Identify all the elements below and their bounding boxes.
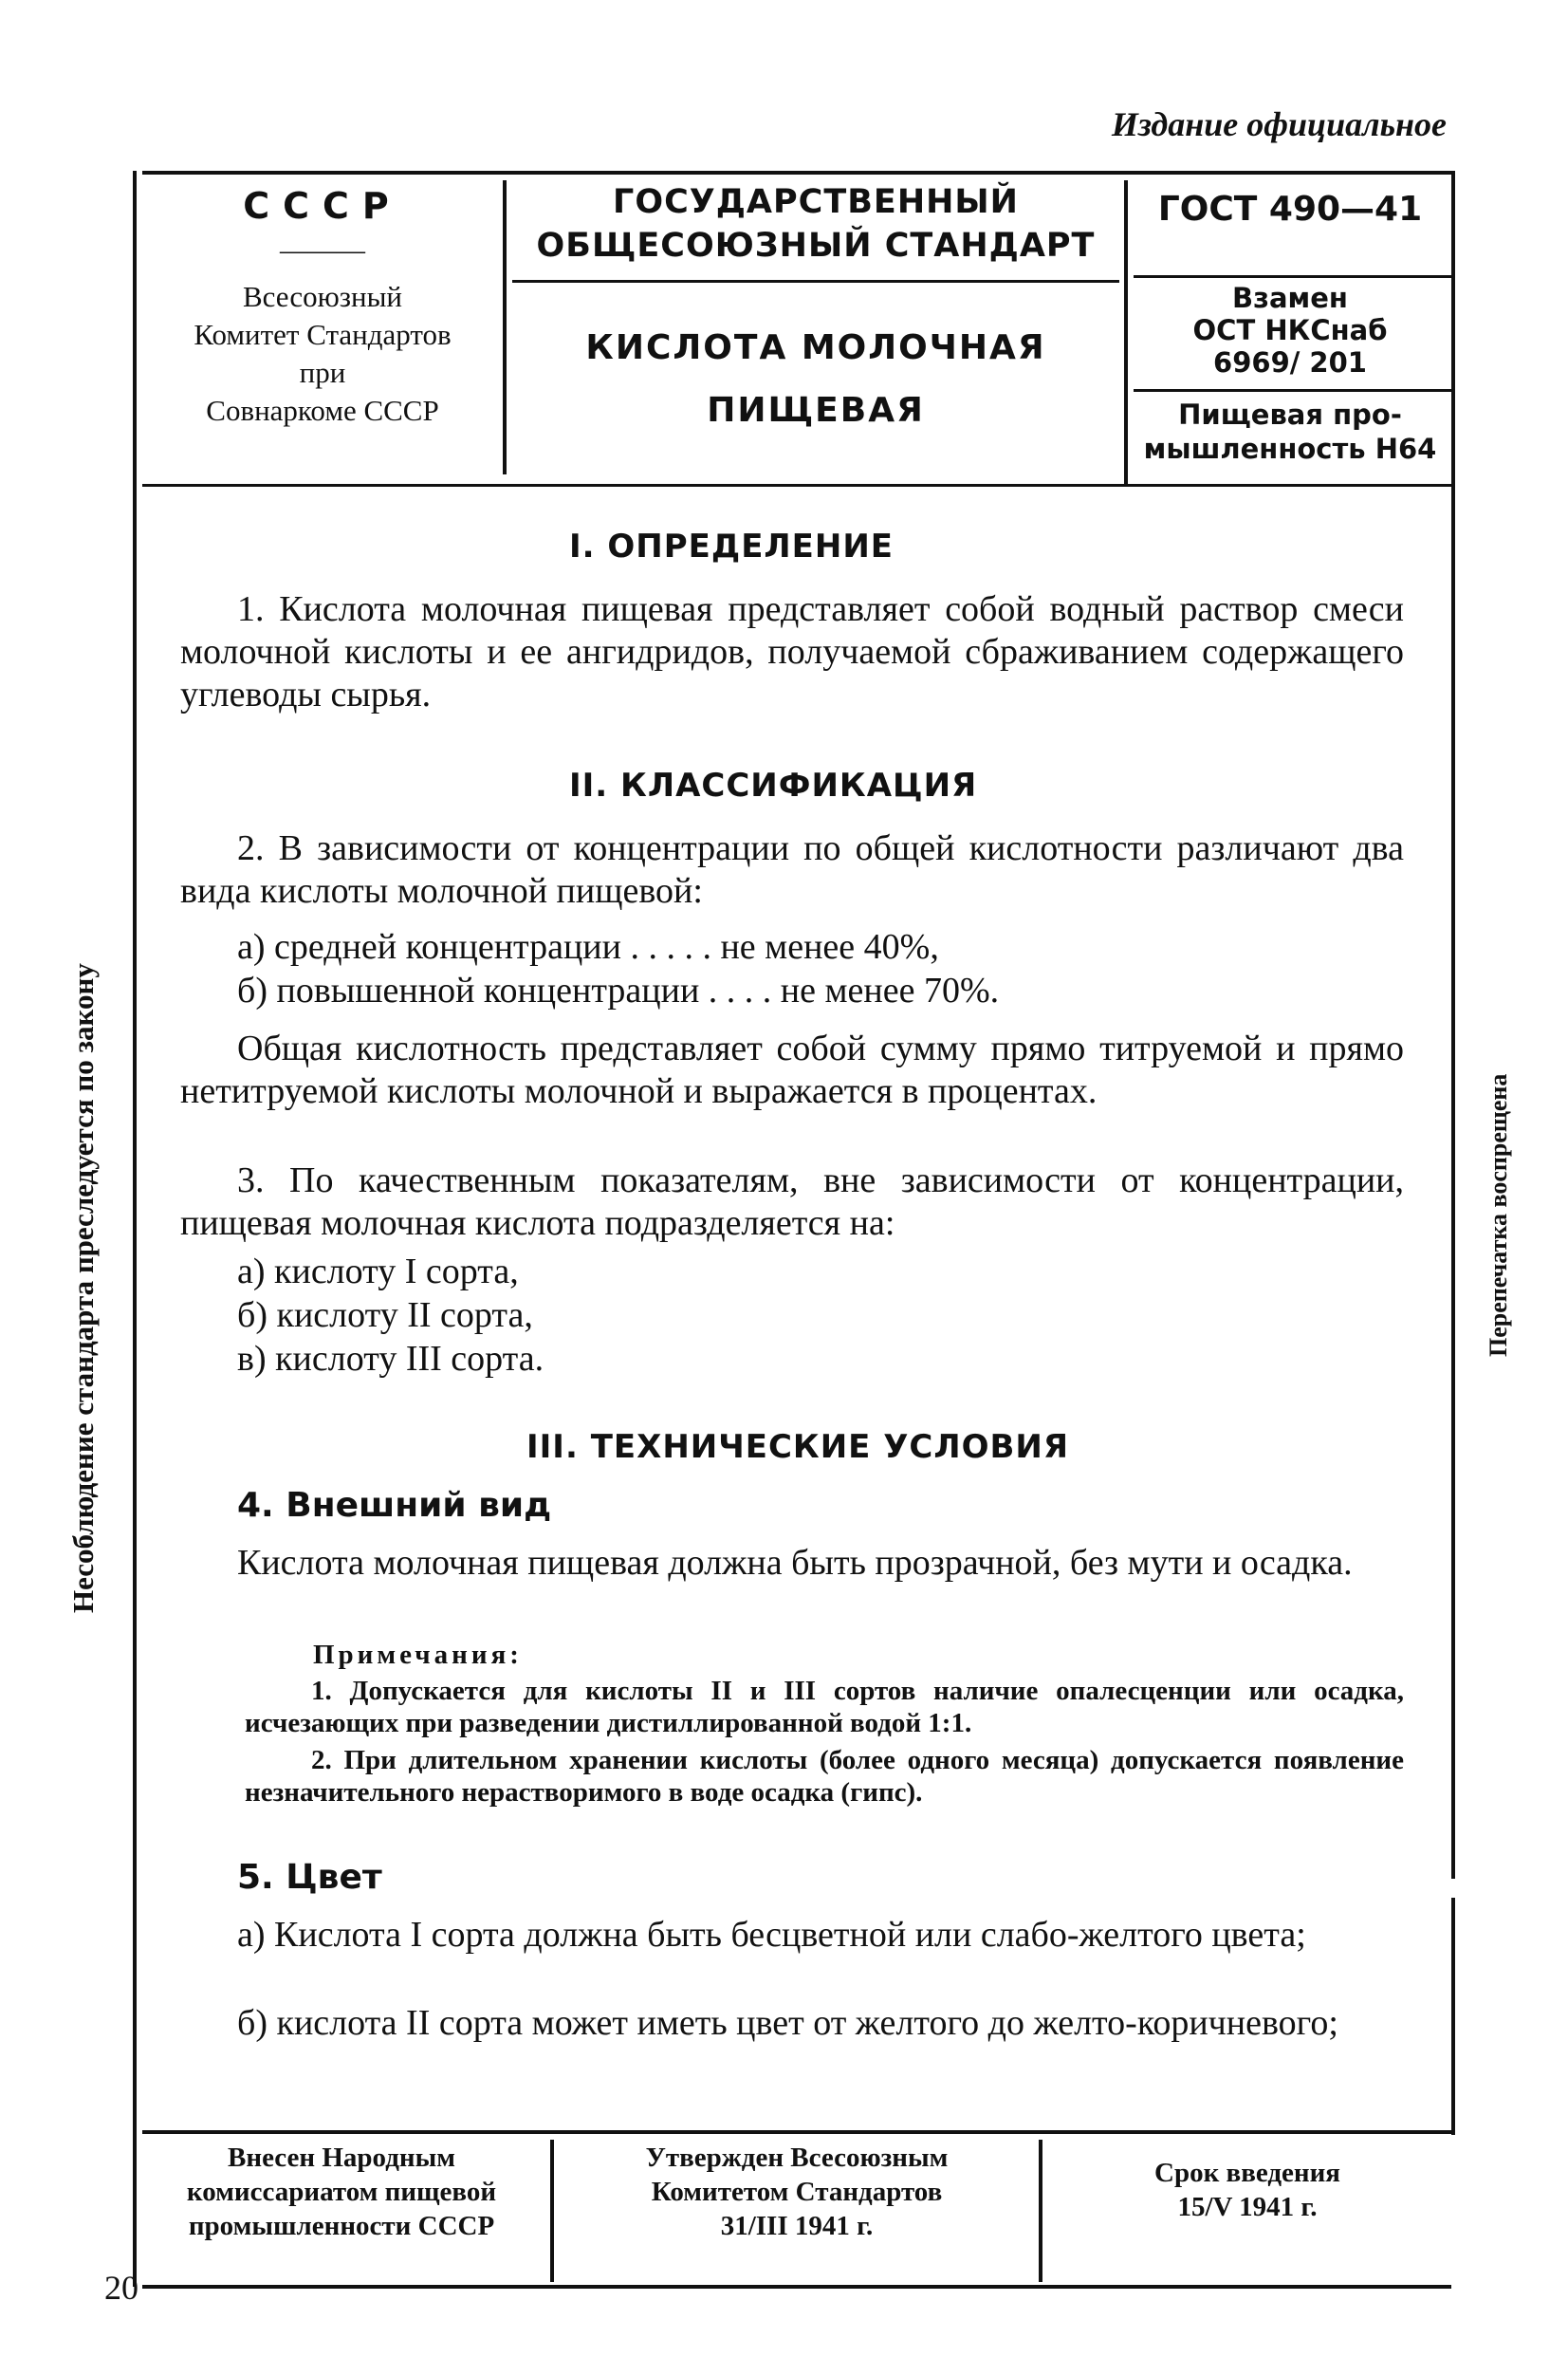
category-line: мышленность Н64: [1143, 433, 1437, 465]
right-frame-rule-lower: [1451, 1898, 1455, 2135]
header-bottom-rule: [142, 484, 1451, 487]
section-title-definition: I. ОПРЕДЕЛЕНИЕ: [569, 528, 895, 566]
gost-number: ГОСТ 490—41: [1157, 190, 1423, 229]
side-note-legal: Несоблюдение стандарта преследуется по закону: [66, 963, 100, 1613]
side-note-reprint: Перепечатка воспрещена: [1485, 1073, 1512, 1357]
official-edition-label: Издание официальное: [1111, 105, 1447, 143]
footer-line: 31/III 1941 г.: [720, 2211, 874, 2241]
footer-line: Утвержден Всесоюзным: [645, 2143, 949, 2173]
replaces-line: Взамен: [1232, 282, 1348, 314]
paragraph-color-b: б) кислота II сорта может иметь цвет от желтого до желто-коричневого;: [237, 2003, 1338, 2043]
footer-line: промышленности СССР: [188, 2211, 495, 2241]
standard-type-line: ГОСУДАРСТВЕННЫЙ: [613, 183, 1019, 221]
category-line: Пищевая про-: [1178, 399, 1402, 431]
product-name-line: ПИЩЕВАЯ: [707, 391, 925, 430]
header-gost-info: [1134, 190, 1447, 466]
footer-line: 15/V 1941 г.: [1177, 2192, 1318, 2222]
header-top-rule: [142, 171, 1451, 175]
org-line: при: [299, 356, 346, 389]
paragraph-total-acidity: Общая кислотность представляет собой сумму прямо титруемой и прямо нетитруемой кислоты молочной и выражается в процентах.: [180, 1029, 1404, 1111]
paragraph-color-a: а) Кислота I сорта должна быть бесцветной или слабо-желтого цвета;: [237, 1915, 1306, 1955]
header-issuer: [142, 185, 503, 430]
right-frame-rule: [1451, 171, 1455, 1879]
paragraph-1: 1. Кислота молочная пищевая представляет собой водный раствор смеси молочной кислоты и ее ангидридов, получаемой сбраживанием содержащего углеводы сырья.: [180, 589, 1404, 714]
replaces-line: ОСТ НКСнаб: [1192, 314, 1388, 346]
ussr-dash: ———: [280, 234, 365, 266]
note-2: 2. При длительном хранении кислоты (более одного месяца) допускается появление незначительного нерастворимого в воде осадка (гипс).: [245, 1745, 1404, 1808]
grade-item-a: а) кислоту I сорта,: [237, 1252, 519, 1291]
org-line: Всесоюзный: [242, 280, 403, 313]
classification-item-b: б) повышенной концентрации . . . . не менее 70%.: [237, 971, 1000, 1011]
product-name-line: КИСЛОТА МОЛОЧНАЯ: [585, 328, 1046, 367]
paragraph-2: 2. В зависимости от концентрации по общей кислотности различают два вида кислоты молочной пищевой:: [180, 828, 1404, 911]
grade-item-b: б) кислоту II сорта,: [237, 1295, 533, 1335]
section-title-technical: III. ТЕХНИЧЕСКИЕ УСЛОВИЯ: [526, 1428, 1070, 1466]
footer-line: Внесен Народным: [228, 2143, 455, 2173]
footer-divider-1: [550, 2140, 554, 2282]
footer-line: Срок введения: [1154, 2158, 1340, 2188]
subheading-appearance: 4. Внешний вид: [237, 1486, 552, 1525]
grade-item-c: в) кислоту III сорта.: [237, 1339, 544, 1379]
section-title-classification: II. КЛАССИФИКАЦИЯ: [569, 767, 978, 805]
header-title: [512, 180, 1119, 442]
note-1: 1. Допускается для кислоты II и III сортов наличие опалесценции или осадка, исчезающих при разведении дистиллированной водой 1:1.: [245, 1676, 1404, 1738]
header-divider-1: [503, 180, 507, 474]
replaces-line: 6969/ 201: [1213, 346, 1367, 379]
header-divider-2: [1124, 180, 1128, 484]
footer-top-rule: [142, 2130, 1451, 2134]
footer-bottom-rule: [142, 2285, 1451, 2289]
ussr-label: СССР: [243, 185, 402, 227]
footer-line: Комитетом Стандартов: [651, 2177, 943, 2207]
footer-approved-by: [569, 2141, 1024, 2243]
paragraph-3: 3. По качественным показателям, вне зависимости от концентрации, пищевая молочная кислота подразделяется на:: [180, 1160, 1404, 1243]
page-number: 20: [104, 2269, 138, 2307]
left-frame-rule: [133, 171, 137, 2287]
footer-submitted-by: [142, 2141, 541, 2243]
footer-line: комиссариатом пищевой: [186, 2177, 497, 2207]
notes-title: Примечания:: [313, 1640, 523, 1670]
org-line: Совнаркоме СССР: [206, 394, 439, 427]
footer-divider-2: [1039, 2140, 1042, 2282]
subheading-color: 5. Цвет: [237, 1858, 382, 1897]
footer-effective-date: [1053, 2156, 1442, 2224]
org-line: Комитет Стандартов: [194, 318, 452, 351]
paragraph-appearance: Кислота молочная пищевая должна быть прозрачной, без мути и осадка.: [237, 1543, 1353, 1583]
classification-item-a: а) средней концентрации . . . . . не менее 40%,: [237, 927, 939, 967]
standard-type-line: ОБЩЕСОЮЗНЫЙ СТАНДАРТ: [536, 227, 1096, 265]
